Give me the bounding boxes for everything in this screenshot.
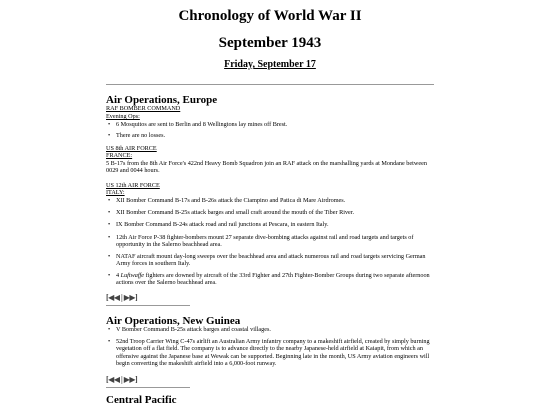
sub-evening-ops: Evening Ops: (106, 113, 140, 120)
bullet-icon: • (108, 197, 111, 204)
list-item: • 12th Air Force P-38 fighter-bombers mount 27 separate dive-bombing attacks against rail and road targets and targets of opportunity in the Salerno beachhead area. (108, 234, 414, 249)
month-heading: September 1943 (218, 35, 322, 51)
bullet-icon: • (108, 209, 111, 216)
bullet-icon: • (108, 132, 111, 139)
section-nav (106, 292, 137, 302)
section-title-central-pacific: Central Pacific (106, 394, 177, 406)
page-title: Chronology of World War II (178, 8, 362, 24)
section-nav (106, 374, 137, 384)
bullet-icon: • (108, 121, 111, 128)
org-us-12th-air-force: US 12th AIR FORCE (106, 182, 160, 189)
nav-separator: | (120, 293, 123, 302)
list-item: • 4 Luftwaffe fighters are downed by aircraft of the 33rd Fighter and 27th Fighter-Bomber Groups during two separate afternoon actions over the Salerno beachhead area. (108, 272, 430, 287)
place-france: FRANCE: (106, 152, 133, 159)
bullet-icon: • (108, 326, 111, 333)
bullet-icon: • (108, 234, 111, 241)
prev-link[interactable]: [◀◀ (106, 375, 120, 384)
day-heading: Friday, September 17 (224, 59, 316, 70)
section-title-new-guinea: Air Operations, New Guinea (106, 315, 241, 327)
list-item: • NATAF aircraft mount day-long sweeps over the beachhead area and attack numerous rail and road targets servicing German Army forces in southern Italy. (108, 253, 426, 268)
bullet-icon: • (108, 338, 111, 345)
divider (106, 305, 190, 306)
next-link[interactable]: ▶▶] (123, 293, 138, 302)
bullet-icon: • (108, 221, 111, 228)
org-us-8th-air-force: US 8th AIR FORCE (106, 145, 157, 152)
bullet-icon: • (108, 253, 111, 260)
divider (106, 387, 190, 388)
org-raf-bomber-command: RAF BOMBER COMMAND (106, 105, 181, 112)
list-item: • XII Bomber Command B-25s attack barges and small craft around the mouth of the Tiber River. (108, 209, 355, 216)
list-item: • XII Bomber Command B-17s and B-26s attack the Ciampino and Patica di Mare Airdromes. (108, 197, 346, 204)
paragraph-8th-af: 5 B-17s from the 8th Air Force's 422nd Heavy Bomb Squadron join an RAF attack on the marshalling yards at Mondane between 0029 and 0044 hours. (106, 160, 427, 175)
list-item: • 52nd Troop Carrier Wing C-47s airlift an Australian Army infantry company to a makeshift airfield, created by simply burning vegetation off a flat field. The company is to advance directly to the nearby Japanese-held airfield at Kaiapit, from which an offensive against the Japanese base at Wewak can be supported. Beginning late in the month, US Army aviation engineers will begin converting the makeshift airfield into a 6,000-foot runway. (108, 338, 430, 367)
list-item: • There are no losses. (108, 132, 166, 139)
list-item: • V Bomber Command B-25s attack barges and coastal villages. (108, 326, 271, 333)
next-link[interactable]: ▶▶] (123, 375, 138, 384)
divider (106, 84, 434, 85)
section-title-europe: Air Operations, Europe (106, 94, 218, 106)
list-item: • 6 Mosquitos are sent to Berlin and 8 Wellingtons lay mines off Brest. (108, 121, 288, 128)
bullet-icon: • (108, 272, 111, 279)
nav-separator: | (120, 375, 123, 384)
place-italy: ITALY: (106, 189, 125, 196)
list-item: • IX Bomber Command B-24s attack road and rail junctions at Pescara, in eastern Italy. (108, 221, 329, 228)
prev-link[interactable]: [◀◀ (106, 293, 120, 302)
